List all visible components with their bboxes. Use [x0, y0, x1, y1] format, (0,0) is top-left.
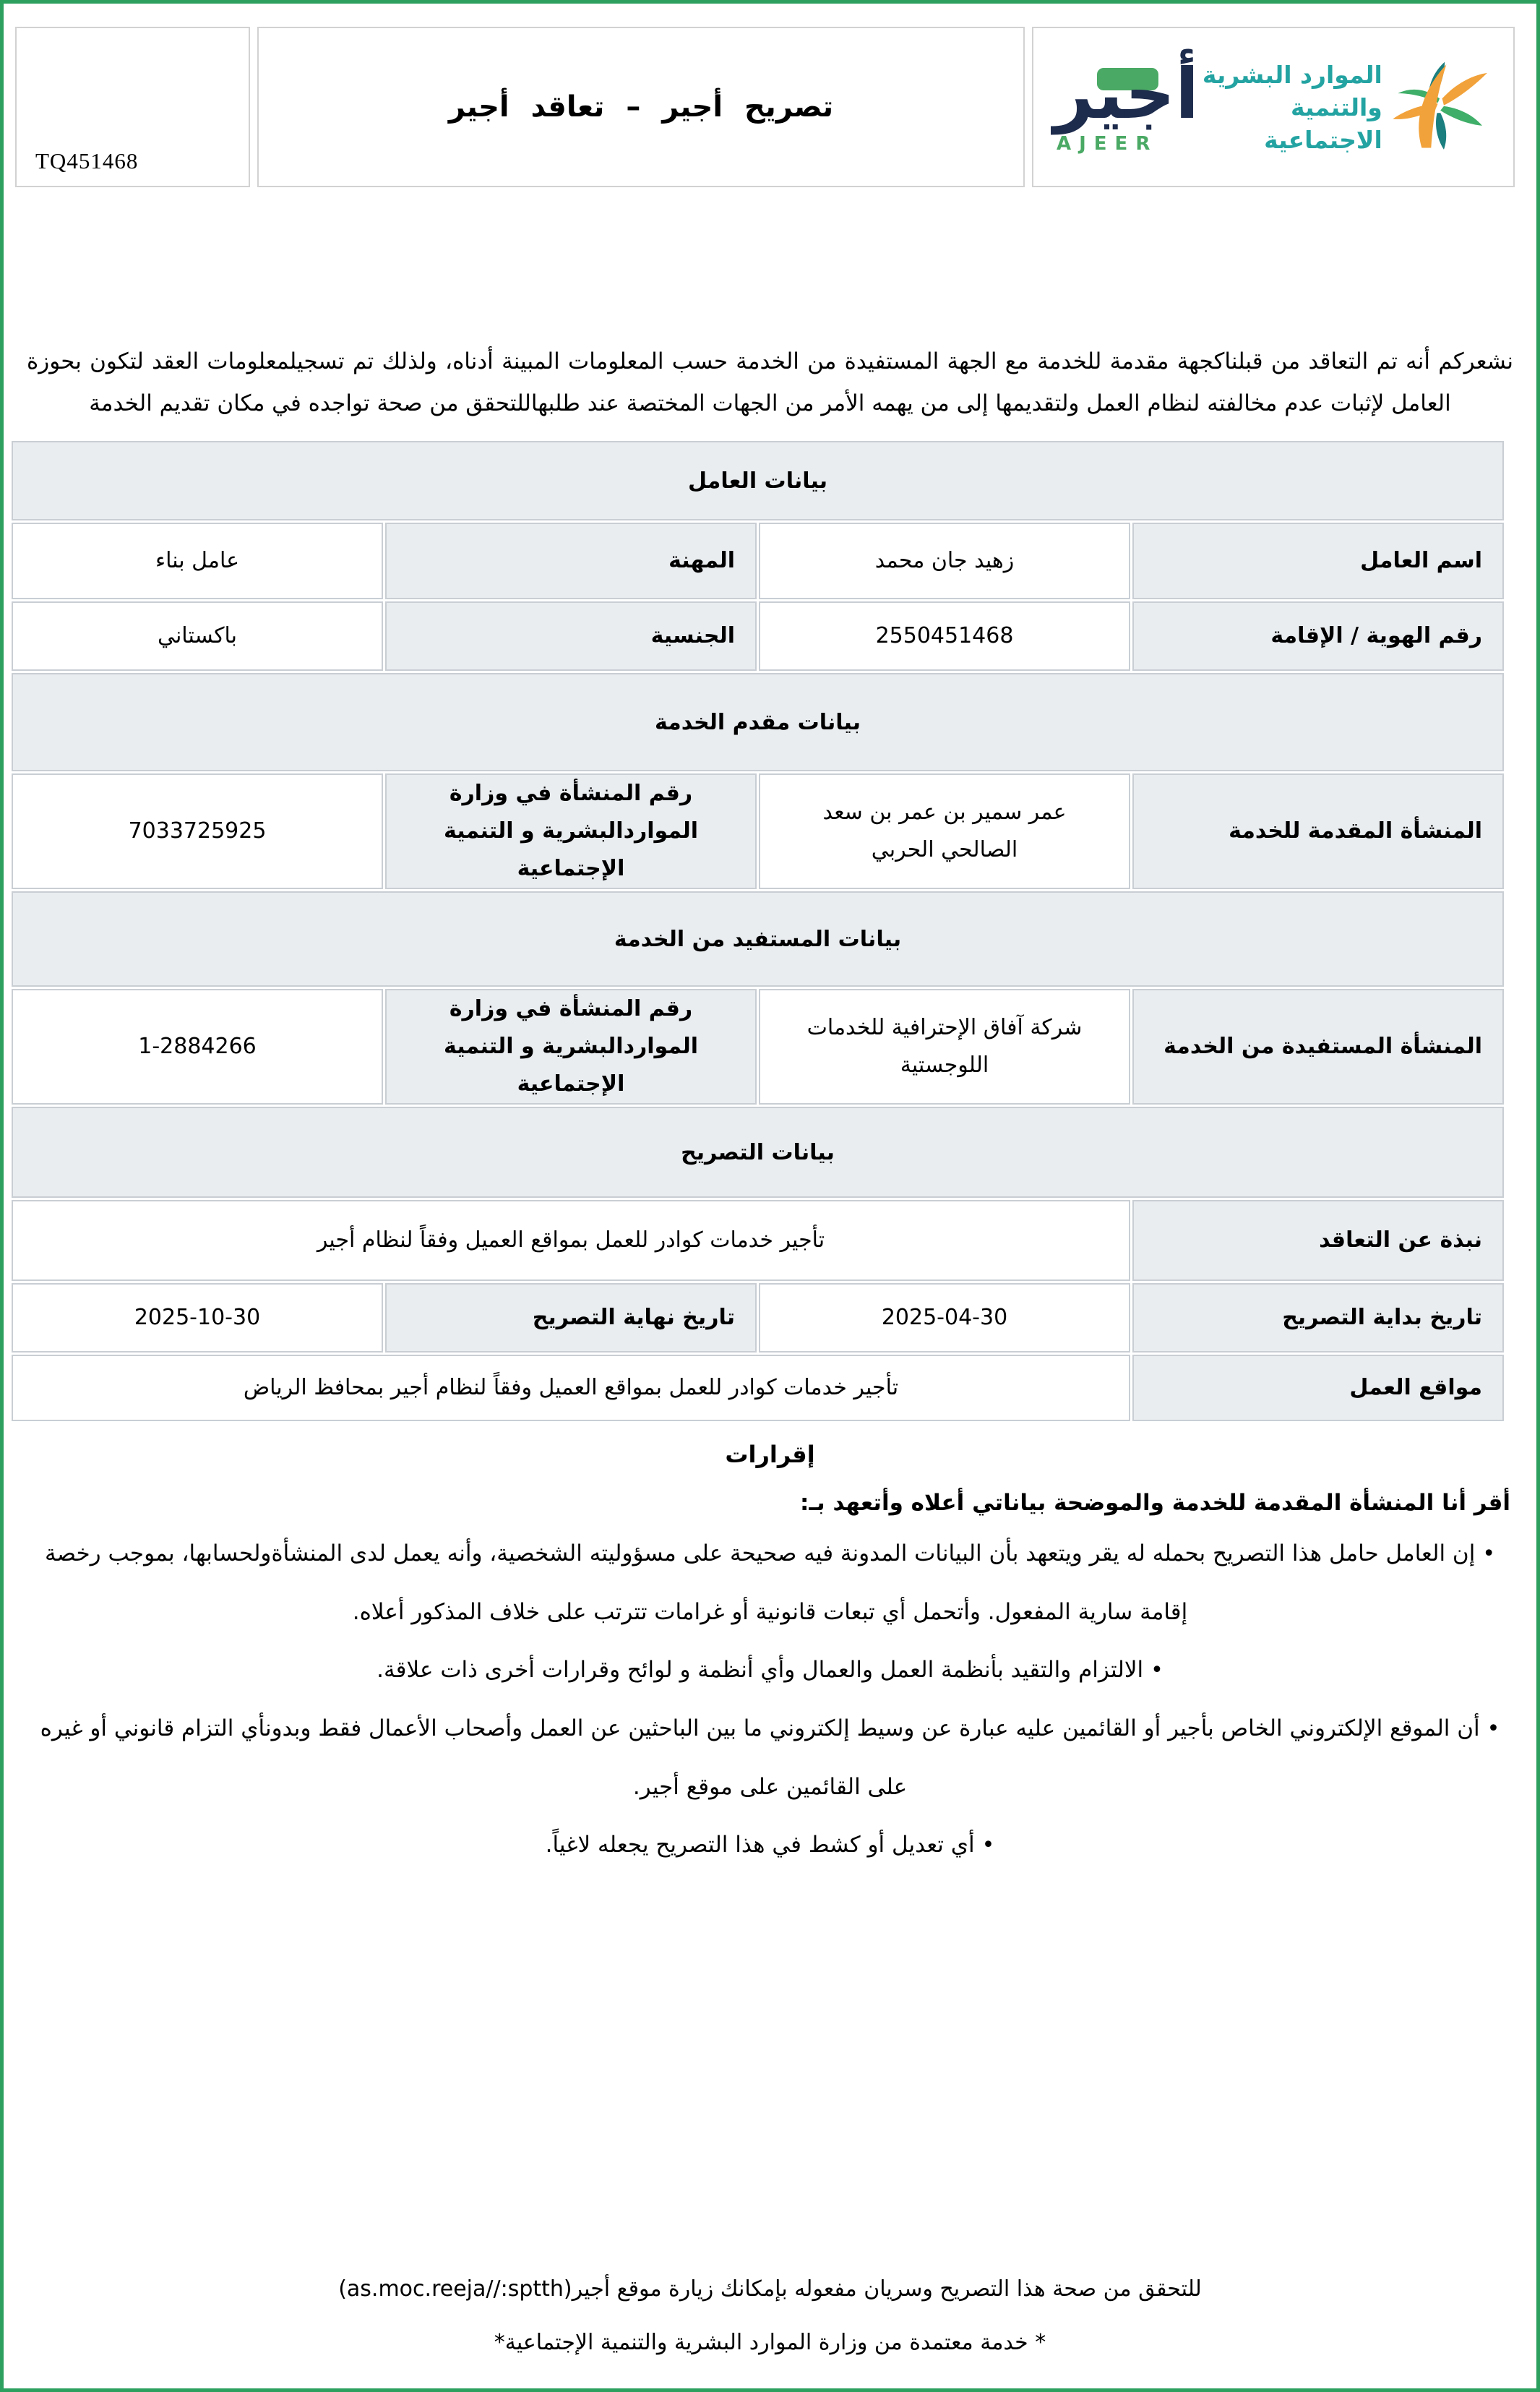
document-title-box — [257, 27, 1025, 187]
ministry-logo-line1: الموارد البشرية — [1202, 60, 1382, 89]
table-row — [12, 773, 1504, 889]
contract-about-label: نبذة عن التعاقد — [1132, 1200, 1504, 1281]
ministry-palm-emblem-icon — [1391, 51, 1493, 163]
beneficiary-establishment-value: شركة آفاق الإحترافية للخدمات اللوجستية — [759, 989, 1130, 1105]
ministry-logo-line2: والتنمية الاجتماعية — [1264, 93, 1382, 154]
provider-section-title: بيانات مقدم الخدمة — [12, 673, 1504, 771]
permit-end-value: 2025-10-30 — [12, 1283, 383, 1353]
table-row — [12, 989, 1504, 1105]
permit-number-box — [15, 27, 250, 187]
nationality-value: باكستاني — [12, 601, 383, 671]
bullet-icon: • — [1150, 1658, 1163, 1683]
bullet-icon: • — [981, 1832, 995, 1858]
verify-url: (as.moc.reeja//:sptth) — [338, 2276, 572, 2302]
table-row — [12, 1355, 1504, 1421]
profession-value: عامل بناء — [12, 523, 383, 599]
table-row — [12, 523, 1504, 599]
approved-note: * خدمة معتمدة من وزارة الموارد البشرية والتنمية الإجتماعية* — [494, 2330, 1046, 2355]
logos-box — [1032, 27, 1515, 187]
section-header-row — [12, 1107, 1504, 1198]
permit-end-label: تاريخ نهاية التصريح — [385, 1283, 757, 1353]
worker-name-value: زهيد جان محمد — [759, 523, 1130, 599]
section-header-row — [12, 673, 1504, 771]
permit-section-title: بيانات التصريح — [12, 1107, 1504, 1198]
beneficiary-number-label: رقم المنشأة في وزارة المواردالبشرية و التنمية الإجتماعية — [385, 989, 757, 1105]
document-header — [15, 27, 1515, 187]
ministry-logo — [1199, 51, 1493, 163]
declaration-item: •إن العامل حامل هذا التصريح بحمله له يقر ويتعهد بأن البيانات المدونة فيه صحيحة على مسؤوليته الشخصية، وأنه يعمل لدى المنشأةولحسابها، بموجب رخصة إقامة سارية المفعول. وأتحمل أي تبعات قانونية أو غرامات تترتب على خلاف المذكور أعلاه. — [44, 1540, 1496, 1625]
work-locations-value: تأجير خدمات كوادر للعمل بمواقع العميل وفقاً لنظام أجير بمحافظ الرياض — [12, 1355, 1130, 1421]
table-row — [12, 601, 1504, 671]
section-header-row — [12, 891, 1504, 987]
bullet-icon: • — [1482, 1541, 1496, 1566]
intro-paragraph: نشعركم أنه تم التعاقد من قبلناكجهة مقدمة للخدمة مع الجهة المستفيدة من الخدمة حسب المعلومات المبينة أدناه، ولذلك تم تسجيلمعلومات العقد لتكون بحوزة العامل لإثبات عدم مخالفته لنظام العمل ولتقديمها إلى من يهمه الأمر من الجهات المختصة عند طلبهاللتحقق من صحة تواجده في مكان تقديم الخدمة — [27, 348, 1513, 416]
beneficiary-establishment-label: المنشأة المستفيدة من الخدمة — [1132, 989, 1504, 1105]
table-row — [12, 1283, 1504, 1353]
id-number-label: رقم الهوية / الإقامة — [1132, 601, 1504, 671]
worker-name-label: اسم العامل — [1132, 523, 1504, 599]
provider-establishment-label: المنشأة المقدمة للخدمة — [1132, 773, 1504, 889]
declarations-list — [28, 1525, 1512, 1874]
ajeer-arabic-wordmark — [1054, 53, 1199, 135]
contract-about-value: تأجير خدمات كوادر للعمل بمواقع العميل وفقاً لنظام أجير — [12, 1200, 1130, 1281]
nationality-label: الجنسية — [385, 601, 757, 671]
declarations-intro: أقر أنا المنشأة المقدمة للخدمة والموضحة بياناتي أعلاه وأتعهد بـ: — [800, 1490, 1510, 1516]
ajeer-latin-text: AJEER — [1057, 132, 1158, 155]
permit-start-label: تاريخ بداية التصريح — [1132, 1283, 1504, 1353]
bullet-icon: • — [1487, 1716, 1500, 1741]
ajeer-logo — [1054, 53, 1199, 155]
profession-label: المهنة — [385, 523, 757, 599]
ajeer-wordmark-text: أجير — [1054, 53, 1199, 135]
declarations-title: إقرارات — [725, 1441, 815, 1468]
provider-number-label: رقم المنشأة في وزارة المواردالبشرية و التنمية الإجتماعية — [385, 773, 757, 889]
permit-number: TQ451468 — [35, 148, 139, 173]
table-row — [12, 1200, 1504, 1281]
verify-text: للتحقق من صحة هذا التصريح وسريان مفعوله بإمكانك زيارة موقع أجير — [572, 2276, 1202, 2302]
provider-number-value: 7033725925 — [12, 773, 383, 889]
provider-establishment-value: عمر سمير بن عمر بن سعد الصالحي الحربي — [759, 773, 1130, 889]
declaration-item: •أن الموقع الإلكتروني الخاص بأجير أو القائمين عليه عبارة عن وسيط إلكتروني ما بين الباحثين عن العمل وأصحاب الأعمال فقط وبدونأي التزام قانوني أو غيره على القائمين على موقع أجير. — [40, 1715, 1500, 1800]
declaration-item: •أي تعديل أو كشط في هذا التصريح يجعله لاغياً. — [545, 1832, 995, 1858]
permit-info-table — [9, 439, 1506, 1423]
verify-line — [4, 2263, 1536, 2316]
work-locations-label: مواقع العمل — [1132, 1355, 1504, 1421]
permit-start-value: 2025-04-30 — [759, 1283, 1130, 1353]
beneficiary-number-value: 1-2884266 — [12, 989, 383, 1105]
document-footer — [4, 2263, 1536, 2370]
declaration-item: •الالتزام والتقيد بأنظمة العمل والعمال وأي أنظمة و لوائح وقرارات أخرى ذات علاقة. — [377, 1657, 1163, 1683]
ministry-logo-text — [1199, 59, 1382, 156]
beneficiary-section-title: بيانات المستفيد من الخدمة — [12, 891, 1504, 987]
section-header-row — [12, 441, 1504, 520]
worker-section-title: بيانات العامل — [12, 441, 1504, 520]
id-number-value: 2550451468 — [759, 601, 1130, 671]
page-title: تصريح أجير – تعاقد أجير — [448, 90, 834, 124]
